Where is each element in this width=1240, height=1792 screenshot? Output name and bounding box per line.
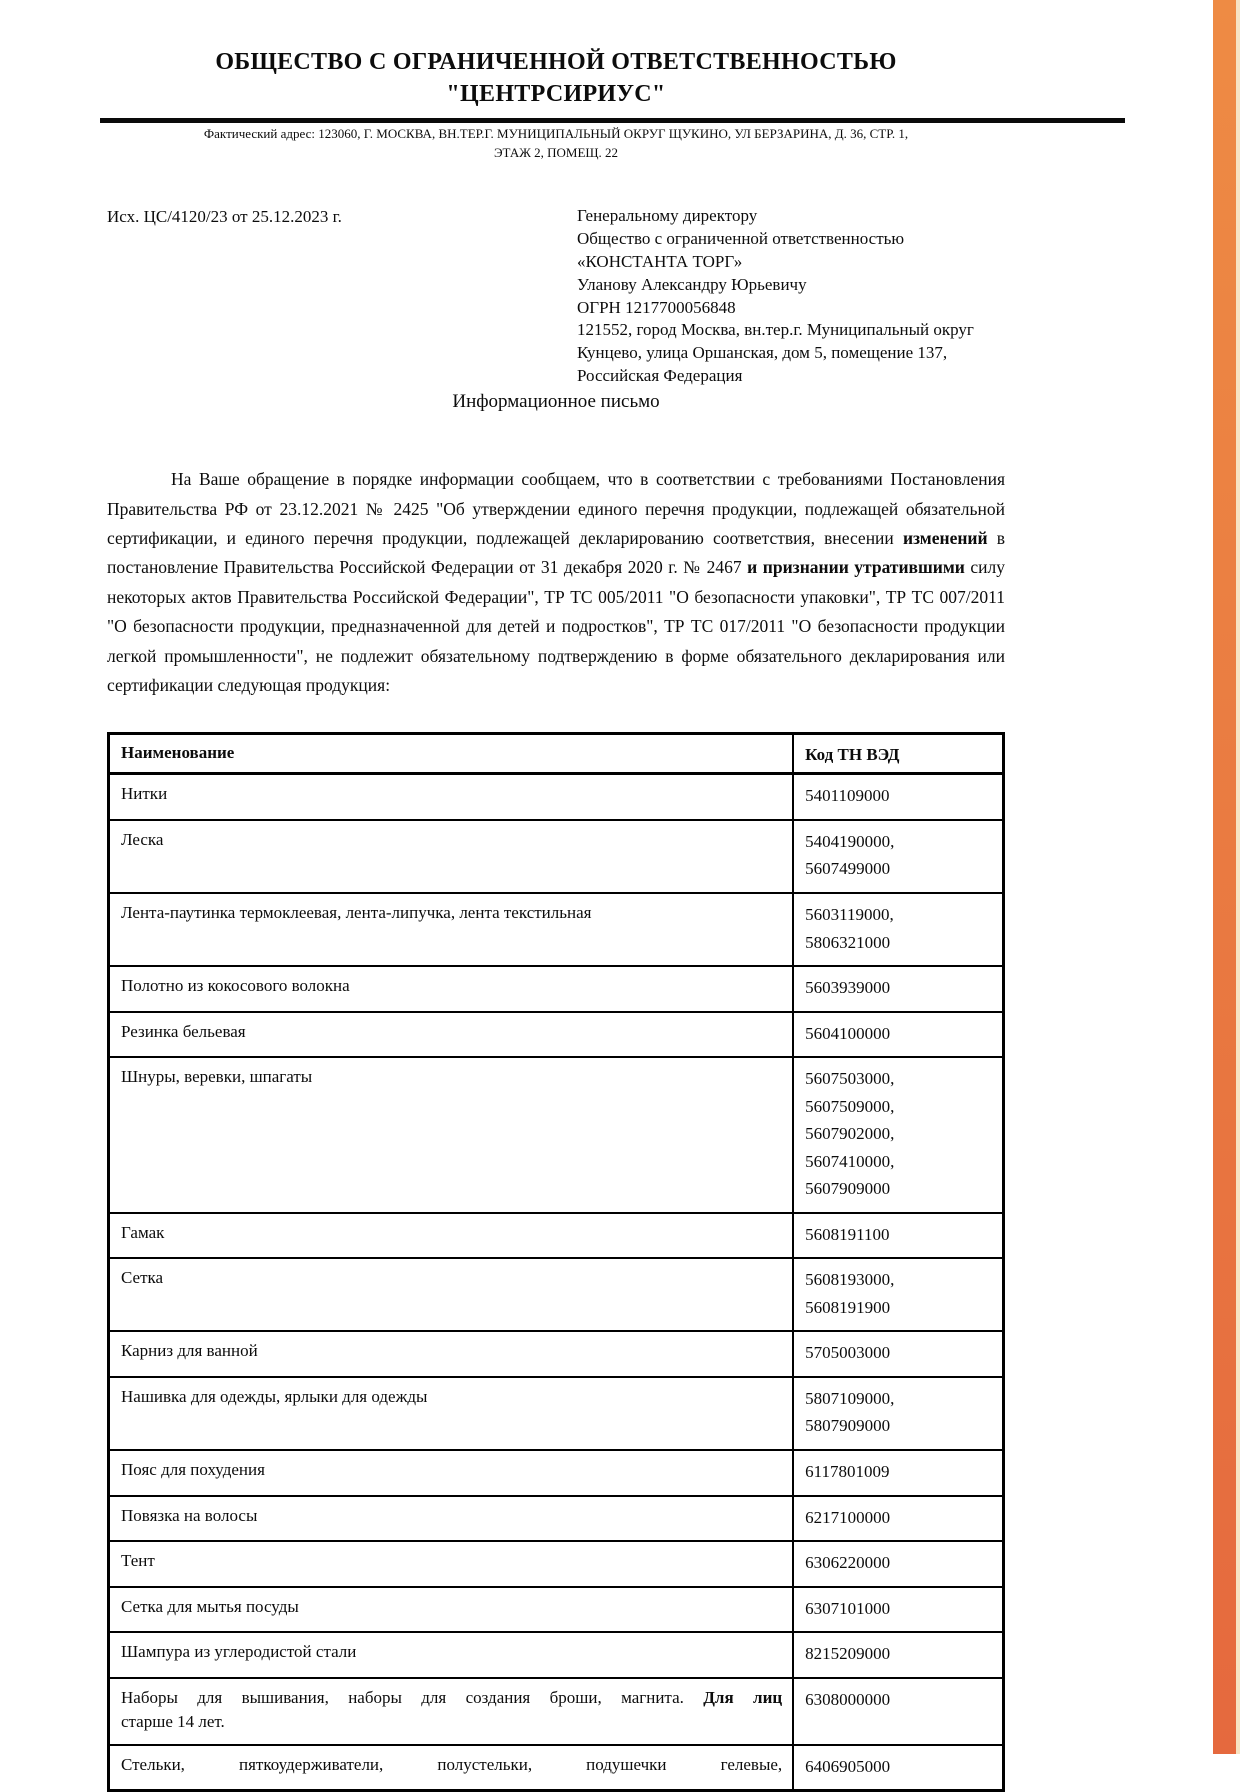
tnved-code-cell: 5603119000, 5806321000 — [793, 893, 1003, 966]
product-name-line — [121, 1067, 312, 1086]
table-row — [109, 1057, 1004, 1213]
tnved-code-cell: 5807109000, 5807909000 — [793, 1377, 1003, 1450]
product-name-line — [121, 1341, 258, 1360]
product-name-text: Полотно из кокосового волокна — [121, 976, 350, 996]
product-name-line — [121, 1642, 356, 1661]
product-name-cell — [109, 1057, 794, 1213]
product-name-line — [121, 1551, 155, 1570]
product-name-cell — [109, 1012, 794, 1058]
product-name-line — [121, 1223, 164, 1242]
tnved-code-cell: 6117801009 — [793, 1450, 1003, 1496]
product-name-text: Повязка на волосы — [121, 1505, 258, 1525]
company-name — [107, 46, 1005, 111]
table-header-row — [109, 734, 1004, 774]
product-name-cell — [109, 1678, 794, 1745]
products-table-body — [109, 774, 1004, 1791]
product-name-line — [121, 1597, 299, 1616]
tnved-code-cell: 5404190000, 5607499000 — [793, 820, 1003, 893]
product-name-cell — [109, 1258, 794, 1331]
product-name-line — [121, 830, 163, 849]
body-paragraph — [107, 465, 1005, 700]
tnved-code-cell: 5401109000 — [793, 774, 1003, 820]
product-name-cell — [109, 1450, 794, 1496]
product-name-text: Сетка — [121, 1268, 164, 1288]
tnved-code-cell: 5604100000 — [793, 1012, 1003, 1058]
product-name-text: Шнуры, веревки, шпагаты — [121, 1067, 313, 1087]
product-name-line — [121, 976, 350, 995]
product-name-cell — [109, 1331, 794, 1377]
table-row — [109, 1012, 1004, 1058]
product-name-line — [121, 1460, 265, 1479]
recipient-line: 121552, город Москва, вн.тер.г. Муниципальный округ — [577, 320, 974, 340]
table-row — [109, 1377, 1004, 1450]
product-name-line — [121, 1022, 246, 1041]
product-name-text: Нитки — [121, 784, 168, 804]
table-row — [109, 893, 1004, 966]
recipient-line: Уланову Александру Юрьевичу — [577, 274, 807, 294]
table-row — [109, 1258, 1004, 1331]
recipient-line: Кунцево, улица Оршанская, дом 5, помещение 137, — [577, 343, 948, 363]
tnved-code-cell: 8215209000 — [793, 1632, 1003, 1678]
letter-content — [107, 46, 1005, 1792]
product-name-text: Леска — [121, 829, 164, 849]
product-name-line — [121, 1506, 257, 1525]
right-accent-edge — [1236, 0, 1240, 1754]
product-name-line — [121, 1268, 163, 1287]
product-name-line — [121, 1755, 782, 1774]
product-name-cell — [109, 1496, 794, 1542]
table-row — [109, 1587, 1004, 1633]
body-bold-segment: изменений — [902, 528, 988, 549]
product-name-bold: Для лиц — [703, 1687, 783, 1707]
table-row — [109, 1632, 1004, 1678]
tnved-code-cell: 5608193000, 5608191900 — [793, 1258, 1003, 1331]
tnved-code-cell: 5607503000, 5607509000, 5607902000, 5607410000, 5607909000 — [793, 1057, 1003, 1213]
recipient-line: «КОНСТАНТА ТОРГ» — [577, 251, 743, 271]
table-row — [109, 1678, 1004, 1745]
body-bold-segment: и признании утратившими — [747, 557, 965, 578]
tnved-code-cell: 6217100000 — [793, 1496, 1003, 1542]
product-name-text: старше 14 лет. — [121, 1712, 225, 1732]
product-name-text: Лента-паутинка термоклеевая, лента-липучка, лента текстильная — [121, 903, 592, 922]
product-name-text: Гамак — [121, 1222, 165, 1242]
tnved-code-cell: 6307101000 — [793, 1587, 1003, 1633]
product-name-line — [121, 1710, 782, 1735]
recipient-block — [577, 205, 1005, 389]
body-segment: силу некоторых актов Правительства Российской Федерации", ТР ТС 005/2011 "О безопасности упаковки", ТР ТС 007/2011 "О безопасности продукции, предназначенной для детей и подростков", ТР ТС 017/2011 "О безопасности продукции легкой промышленности", не подлежит обязательному подтверждению в форме обязательного декларирования или сертификации следующая продукция: — [107, 557, 1005, 696]
reference-and-recipient — [107, 205, 1005, 389]
product-name-cell — [109, 1632, 794, 1678]
product-name-cell — [109, 1745, 794, 1791]
product-name-cell — [109, 893, 794, 966]
product-name-text: Нашивка для одежды, ярлыки для одежды — [121, 1386, 428, 1406]
recipient-line: ОГРН 1217700056848 — [577, 297, 736, 317]
body-segment: в постановление Правительства Российской Федерации от 31 декабря 2020 г. № 2467 — [107, 528, 1005, 578]
product-name-cell — [109, 1541, 794, 1587]
recipient-line: Генеральному директору — [577, 205, 758, 225]
product-name-text: Шампура из углеродистой стали — [121, 1642, 357, 1662]
document-title: Информационное письмо — [452, 391, 660, 413]
product-name-line — [121, 1387, 427, 1406]
product-name-text: Резинка бельевая — [121, 1021, 246, 1041]
product-name-cell — [109, 820, 794, 893]
table-row — [109, 966, 1004, 1012]
product-name-text: Тент — [121, 1551, 155, 1571]
recipient-line: Общество с ограниченной ответственностью — [577, 228, 905, 248]
table-row — [109, 1496, 1004, 1542]
table-row — [109, 1745, 1004, 1791]
product-name-line — [121, 903, 591, 922]
right-accent-bar — [1213, 0, 1236, 1754]
column-header-name: Наименование — [109, 734, 794, 774]
company-address-line2: ЭТАЖ 2, ПОМЕЩ. 22 — [493, 145, 619, 161]
tnved-code-cell: 5603939000 — [793, 966, 1003, 1012]
product-name-cell — [109, 966, 794, 1012]
product-name-cell — [109, 1213, 794, 1259]
tnved-code-cell: 5705003000 — [793, 1331, 1003, 1377]
product-name-text: Сетка для мытья посуды — [121, 1596, 299, 1616]
table-row — [109, 1213, 1004, 1259]
company-address-line1: Фактический адрес: 123060, Г. МОСКВА, ВН.ТЕР.Г. МУНИЦИПАЛЬНЫЙ ОКРУГ ЩУКИНО, УЛ БЕРЗАРИНА, Д. 36, СТР. 1, — [203, 125, 909, 141]
product-name-line — [121, 1686, 782, 1711]
tnved-code-cell: 6406905000 — [793, 1745, 1003, 1791]
product-name-text: Карниз для ванной — [121, 1341, 258, 1361]
tnved-code-cell: 5608191100 — [793, 1213, 1003, 1259]
product-name-cell — [109, 1587, 794, 1633]
tnved-code-cell: 6308000000 — [793, 1678, 1003, 1745]
products-table-head — [109, 734, 1004, 774]
table-row — [109, 1450, 1004, 1496]
product-name-cell — [109, 1377, 794, 1450]
table-row — [109, 774, 1004, 820]
table-row — [109, 1331, 1004, 1377]
body-segment: На Ваше обращение в порядке информации сообщаем, что в соответствии с требованиями Постановления Правительства РФ от 23.12.2021 № 2425 "Об утверждении единого перечня продукции, подлежащей обязательной сертификации, и единого перечня продукции, подлежащей декларированию соответствия, внесении — [107, 469, 1005, 549]
product-name-text: Пояс для похудения — [121, 1459, 265, 1479]
table-row — [109, 820, 1004, 893]
product-name-line — [121, 784, 167, 803]
table-row — [109, 1541, 1004, 1587]
product-name-text: Стельки, пяткоудерживатели, полустельки, подушечки гелевые, — [121, 1754, 783, 1774]
column-header-code: Код ТН ВЭД — [793, 734, 1003, 774]
product-name-text: Наборы для вышивания, наборы для создания броши, магнита. — [121, 1687, 704, 1707]
company-name-line2: "ЦЕНТРСИРИУС" — [446, 81, 666, 108]
product-name-cell — [109, 774, 794, 820]
products-table — [107, 732, 1005, 1792]
company-name-line1: ОБЩЕСТВО С ОГРАНИЧЕННОЙ ОТВЕТСТВЕННОСТЬЮ — [215, 49, 897, 75]
outgoing-reference: Исх. ЦС/4120/23 от 25.12.2023 г. — [107, 206, 342, 226]
recipient-line: Российская Федерация — [577, 366, 743, 386]
company-address — [107, 124, 1005, 163]
tnved-code-cell: 6306220000 — [793, 1541, 1003, 1587]
